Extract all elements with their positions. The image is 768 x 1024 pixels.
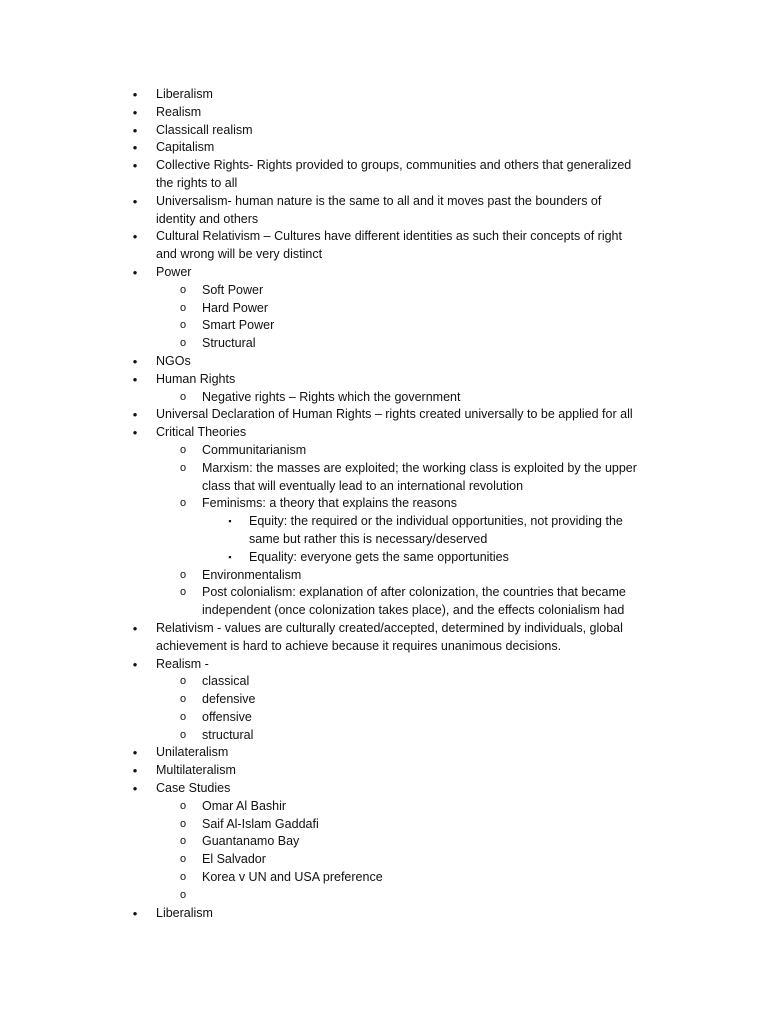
bullet-marker-icon: • (132, 353, 138, 369)
bullet-marker-icon: o (179, 390, 187, 403)
list-item (0, 691, 768, 709)
list-item-text: structural (202, 727, 254, 742)
bullet-marker-icon: o (179, 283, 187, 296)
list-item-text: Saif Al-Islam Gaddafi (202, 816, 319, 831)
bullet-marker-icon: o (179, 675, 187, 688)
list-item-text: Soft Power (202, 282, 264, 297)
list-item-text: Environmentalism (202, 567, 302, 582)
bullet-marker-icon: • (132, 104, 138, 120)
list-item (0, 673, 768, 691)
list-item (0, 193, 768, 211)
list-item-text: Universal Declaration of Human Rights – rights created universally to be applied for all (156, 407, 633, 422)
list-item (0, 584, 768, 602)
list-item (0, 282, 768, 300)
list-item (0, 371, 768, 389)
list-item-text: Classicall realism (156, 122, 253, 137)
bullet-marker-icon: • (132, 87, 138, 102)
list-item (0, 887, 768, 905)
list-item (0, 122, 768, 140)
list-item (0, 353, 768, 371)
list-item-text: independent (once colonization takes place), and the effects colonialism had (202, 603, 625, 618)
list-item-text: Capitalism (156, 140, 215, 155)
bullet-marker-icon: o (179, 301, 187, 314)
list-item (0, 211, 768, 229)
list-item (0, 549, 768, 567)
list-item-text: Korea v UN and USA preference (202, 870, 383, 885)
list-item-text: Case Studies (156, 781, 231, 796)
bullet-marker-icon: o (179, 871, 187, 884)
list-item-text: Negative rights – Rights which the government (202, 389, 461, 404)
list-item (0, 567, 768, 585)
bullet-marker-icon: • (132, 656, 138, 672)
bullet-marker-icon: • (132, 620, 138, 636)
list-item-text: Universalism- human nature is the same to all and it moves past the bounders of (156, 193, 602, 208)
list-item (0, 389, 768, 407)
list-item-text: NGOs (156, 353, 191, 368)
bullet-marker-icon: • (132, 781, 138, 797)
list-item (0, 228, 768, 246)
bullet-marker-icon: ▪ (228, 551, 232, 562)
list-item (0, 620, 768, 638)
list-item-text: Unilateralism (156, 745, 229, 760)
bullet-marker-icon: o (179, 586, 187, 599)
bullet-marker-icon: o (179, 799, 187, 812)
list-item (0, 531, 768, 549)
list-item-text: Relativism - values are culturally created/accepted, determined by individuals, global (156, 620, 623, 635)
bullet-marker-icon: ▪ (228, 516, 232, 527)
bullet-marker-icon: o (179, 337, 187, 350)
list-item-text: Marxism: the masses are exploited; the working class is exploited by the upper (202, 460, 637, 475)
list-item-text: Liberalism (156, 905, 213, 920)
list-item-text: the rights to all (156, 175, 238, 190)
list-item (0, 157, 768, 175)
bullet-marker-icon: • (132, 745, 138, 761)
list-item-text: Critical Theories (156, 425, 247, 440)
list-item (0, 406, 768, 424)
list-item (0, 816, 768, 834)
list-item-text: Human Rights (156, 371, 236, 386)
list-item-text: Equality: everyone gets the same opportunities (249, 549, 509, 564)
list-item (0, 780, 768, 798)
list-item (0, 478, 768, 496)
list-item (0, 317, 768, 335)
list-item-text: Power (156, 264, 192, 279)
list-item (0, 727, 768, 745)
list-item-text: Multilateralism (156, 763, 236, 778)
list-item-text: Equity: the required or the individual opportunities, not providing the (249, 514, 623, 529)
bullet-marker-icon: o (179, 835, 187, 848)
list-item (0, 709, 768, 727)
bullet-marker-icon: o (179, 853, 187, 866)
list-item-text: Post colonialism: explanation of after colonization, the countries that became (202, 585, 626, 600)
list-item-text: Hard Power (202, 300, 268, 315)
list-item (0, 335, 768, 353)
list-item (0, 264, 768, 282)
list-item (0, 513, 768, 531)
list-item-text: Feminisms: a theory that explains the reasons (202, 496, 457, 511)
list-item (0, 851, 768, 869)
bullet-marker-icon: o (179, 710, 187, 723)
list-item-text: Liberalism (156, 87, 213, 101)
bullet-marker-icon: • (132, 407, 138, 423)
list-item (0, 638, 768, 656)
list-item-text: same but rather this is necessary/deserved (249, 531, 488, 546)
list-item-text: Realism (156, 104, 202, 119)
list-item-text: Structural (202, 336, 256, 351)
list-item (0, 86, 768, 104)
bullet-marker-icon: • (132, 122, 138, 138)
list-item-text: El Salvador (202, 852, 266, 867)
bullet-marker-icon: o (179, 728, 187, 741)
list-item (0, 424, 768, 442)
list-item (0, 798, 768, 816)
bullet-marker-icon: o (179, 443, 187, 456)
bullet-marker-icon: • (132, 425, 138, 441)
bullet-marker-icon: • (132, 905, 138, 921)
list-item (0, 602, 768, 620)
list-item (0, 905, 768, 923)
list-item-text: identity and others (156, 211, 259, 226)
list-item-text: defensive (202, 692, 256, 707)
bullet-marker-icon: • (132, 371, 138, 387)
bullet-marker-icon: • (132, 140, 138, 156)
bullet-list (0, 86, 768, 922)
bullet-marker-icon: o (179, 693, 187, 706)
list-item (0, 656, 768, 674)
bullet-marker-icon: • (132, 229, 138, 245)
list-item-text: Communitarianism (202, 442, 307, 457)
bullet-marker-icon: o (179, 568, 187, 581)
list-item-text: achievement is hard to achieve because it requires unanimous decisions. (156, 638, 562, 653)
list-item-text: Guantanamo Bay (202, 834, 300, 849)
bullet-marker-icon: • (132, 158, 138, 174)
list-item (0, 442, 768, 460)
list-item (0, 104, 768, 122)
bullet-marker-icon: o (179, 319, 187, 332)
list-item (0, 139, 768, 157)
list-item (0, 762, 768, 780)
list-item-text: Smart Power (202, 318, 275, 333)
list-item (0, 246, 768, 264)
list-item-text: classical (202, 674, 250, 689)
bullet-marker-icon: o (179, 888, 187, 901)
list-item (0, 175, 768, 193)
list-item (0, 833, 768, 851)
list-item-text: Realism - (156, 656, 209, 671)
list-item-text: class that will eventually lead to an international revolution (202, 478, 524, 493)
bullet-marker-icon: • (132, 264, 138, 280)
bullet-marker-icon: o (179, 461, 187, 474)
bullet-marker-icon: o (179, 497, 187, 510)
list-item (0, 495, 768, 513)
list-item-text: Cultural Relativism – Cultures have different identities as such their concepts of right (156, 229, 622, 244)
list-item-text: and wrong will be very distinct (156, 247, 323, 262)
list-item-text: Omar Al Bashir (202, 798, 287, 813)
bullet-marker-icon: • (132, 193, 138, 209)
list-item (0, 744, 768, 762)
bullet-marker-icon: • (132, 763, 138, 779)
bullet-marker-icon: o (179, 817, 187, 830)
list-item-text: Collective Rights- Rights provided to groups, communities and others that generalized (156, 158, 632, 173)
list-item-text: offensive (202, 709, 252, 724)
list-item (0, 300, 768, 318)
list-item (0, 869, 768, 887)
list-item (0, 460, 768, 478)
